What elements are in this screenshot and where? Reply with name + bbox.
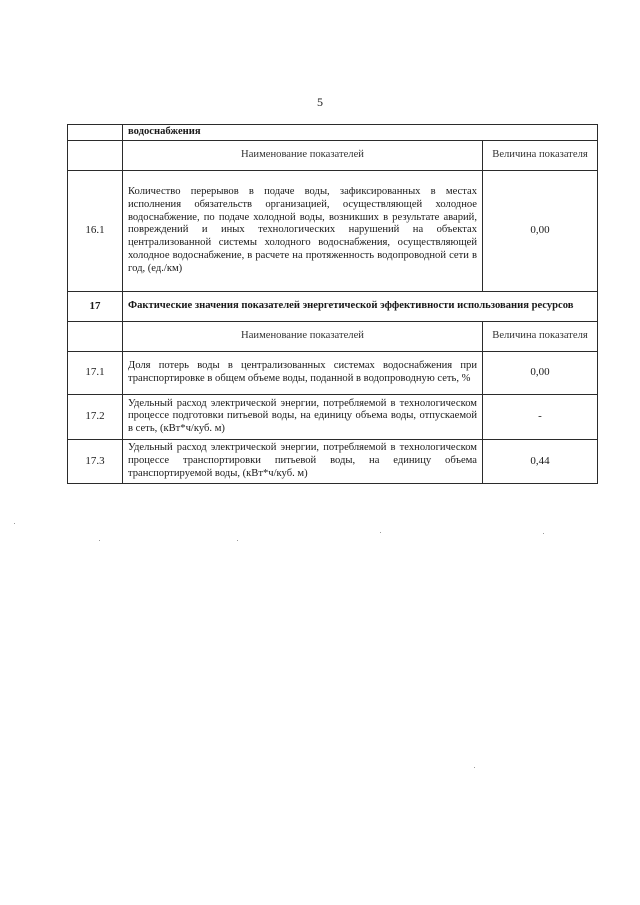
- scan-speck: [474, 767, 475, 768]
- row-description: Доля потерь воды в централизованных системах водоснабжения при транспортировке в общем объеме воды, поданной в водопроводную сеть, %: [123, 351, 483, 394]
- row-description: Количество перерывов в подаче воды, зафиксированных в местах исполнения обязательств организацией, осуществляющей холодное водоснабжение, по подаче холодной воды, возникших в результате аварий, повреждений и иных технологических нарушений на объектах централизованной системы холодного водоснабжения, осуществляющей холодное водоснабжение, в расчете на протяженность водопроводной сети в год, (ед./км): [123, 170, 483, 291]
- row-number: 16.1: [68, 170, 123, 291]
- table-row: [68, 439, 598, 483]
- indicators-table: [67, 124, 598, 484]
- header-num-cell: [68, 321, 123, 351]
- column-header-value: Величина показателя: [483, 140, 598, 170]
- page-number: 5: [317, 95, 323, 109]
- row-number: 17.2: [68, 394, 123, 439]
- header-num-cell: [68, 140, 123, 170]
- scan-speck: [14, 523, 15, 524]
- table-row: [68, 170, 598, 291]
- section-title: Фактические значения показателей энергетической эффективности использования ресурсов: [123, 291, 598, 321]
- row-number: 17.3: [68, 439, 123, 483]
- scan-speck: [380, 532, 381, 533]
- carryover-title-row: [68, 125, 598, 141]
- row-value: -: [483, 394, 598, 439]
- row-description: Удельный расход электрической энергии, потребляемой в технологическом процессе подготовки питьевой воды, на единицу объема воды, отпускаемой в сеть, (кВт*ч/куб. м): [123, 394, 483, 439]
- scan-speck: [237, 540, 238, 541]
- carryover-title: водоснабжения: [123, 125, 598, 141]
- column-header-name: Наименование показателей: [123, 321, 483, 351]
- column-header-row: [68, 321, 598, 351]
- row-value: 0,00: [483, 170, 598, 291]
- scan-speck: [99, 540, 100, 541]
- carryover-num-cell: [68, 125, 123, 141]
- scan-speck: [543, 533, 544, 534]
- row-value: 0,00: [483, 351, 598, 394]
- section-number: 17: [68, 291, 123, 321]
- column-header-name: Наименование показателей: [123, 140, 483, 170]
- table-row: [68, 351, 598, 394]
- row-number: 17.1: [68, 351, 123, 394]
- row-value: 0,44: [483, 439, 598, 483]
- column-header-value: Величина показателя: [483, 321, 598, 351]
- row-description: Удельный расход электрической энергии, потребляемой в технологическом процессе транспортировки питьевой воды, на единицу объема транспортируемой воды, (кВт*ч/куб. м): [123, 439, 483, 483]
- table-row: [68, 394, 598, 439]
- column-header-row: [68, 140, 598, 170]
- section-title-row: [68, 291, 598, 321]
